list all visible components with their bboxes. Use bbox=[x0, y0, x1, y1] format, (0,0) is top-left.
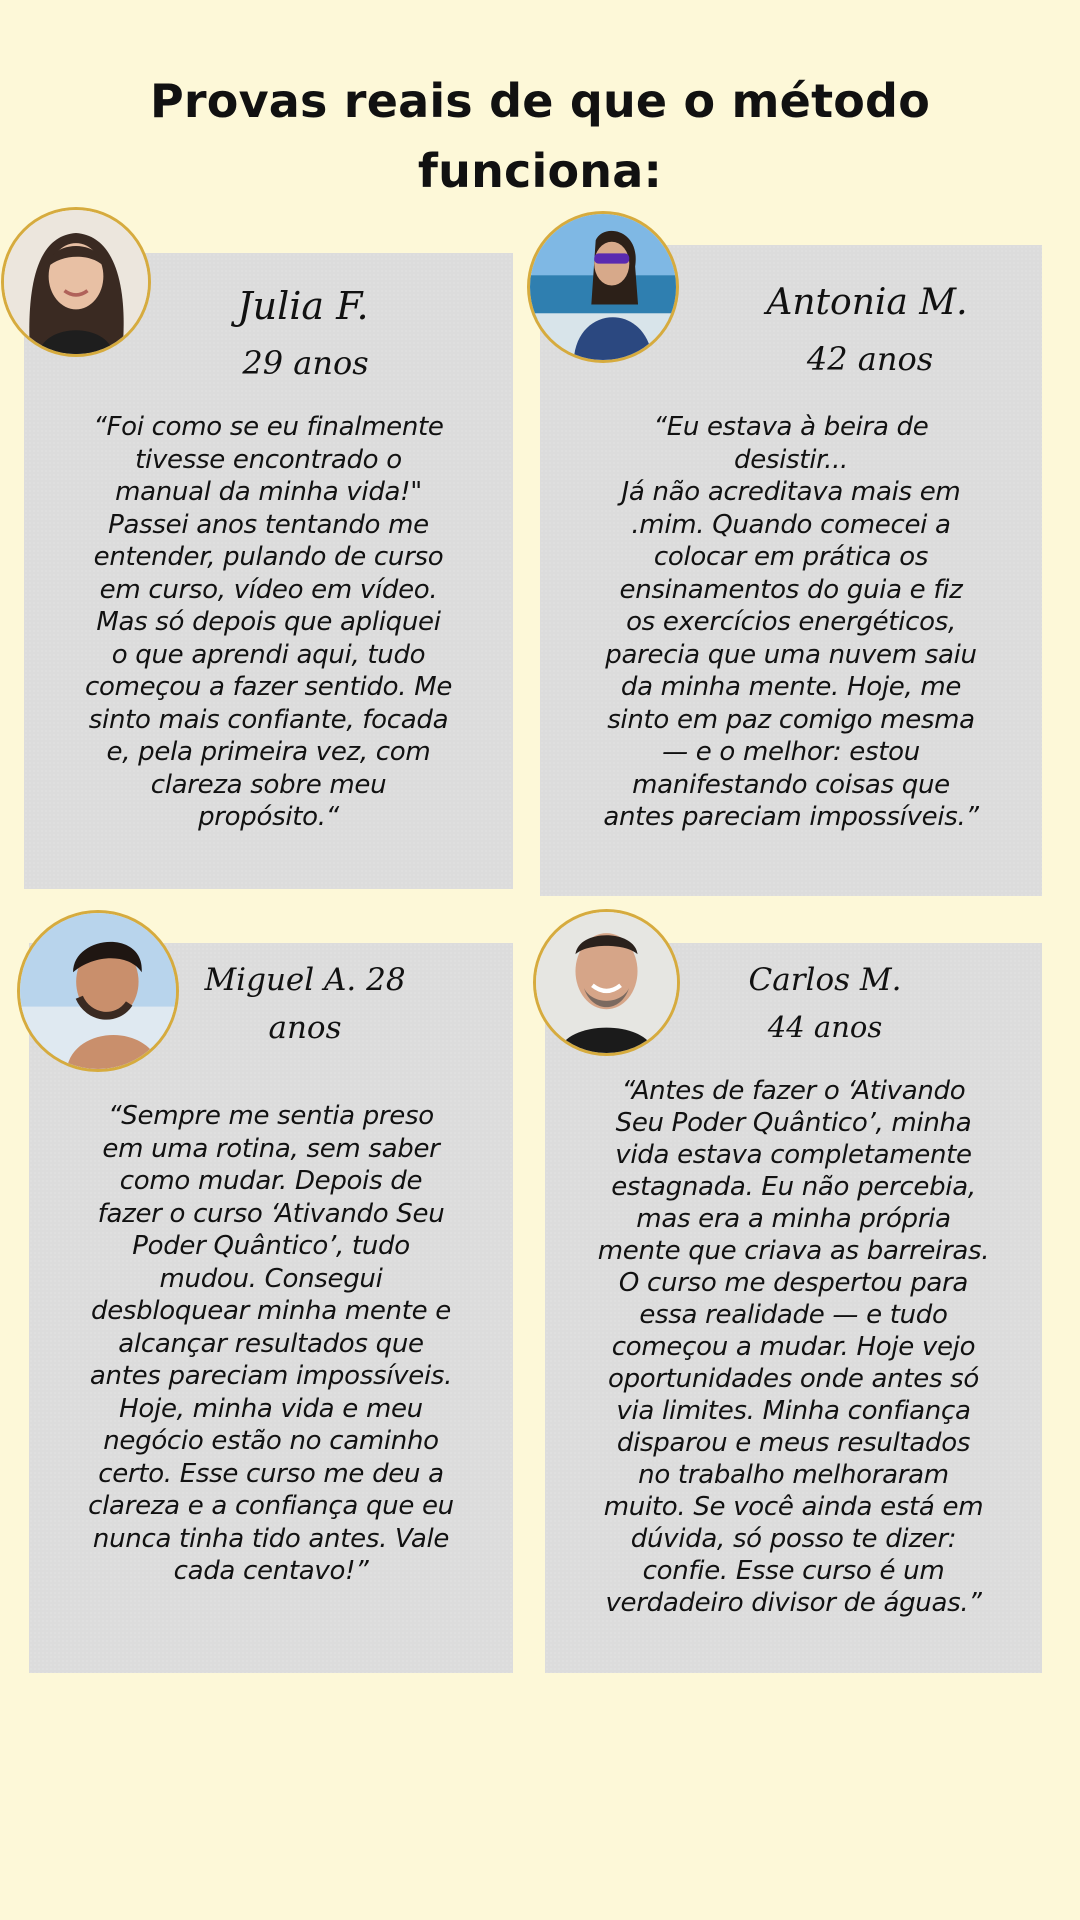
testimonial-name-antonia: Antonia M. bbox=[766, 282, 968, 323]
testimonial-name-miguel: Miguel A. 28 bbox=[204, 962, 406, 998]
testimonial-age-miguel: anos bbox=[268, 1010, 342, 1046]
testimonial-age-antonia: 42 anos bbox=[806, 340, 934, 378]
woman-beach-icon bbox=[530, 214, 676, 360]
page-title-line-2: funciona: bbox=[417, 144, 663, 198]
page-title-line-1: Provas reais de que o método bbox=[149, 74, 930, 128]
man-profile-icon bbox=[20, 913, 176, 1069]
man-smiling-icon bbox=[536, 912, 677, 1053]
avatar-carlos bbox=[533, 909, 680, 1056]
testimonial-name-julia: Julia F. bbox=[237, 284, 369, 328]
testimonial-quote-julia: “Foi como se eu finalmente tivesse encontrado o manual da minha vida!" Passei anos tentando me entender, pulando de curso em curso, vídeo em vídeo. Mas só depois que apliquei o que aprendi aqui, tudo começou a fazer sentido. Me sinto mais confiante, focada e, pela primeira vez, com clareza sobre meu propósito.“ bbox=[84, 412, 453, 832]
avatar-miguel bbox=[17, 910, 179, 1072]
testimonial-quote-miguel: “Sempre me sentia preso em uma rotina, sem saber como mudar. Depois de fazer o curso ‘Ativando Seu Poder Quântico’, tudo mudou. Consegui desbloquear minha mente e alcançar resultados que antes pareciam impossíveis. Hoje, minha vida e meu negócio estão no caminho certo. Esse curso me deu a clareza e a confiança que eu nunca tinha tido antes. Vale cada centavo!” bbox=[88, 1101, 454, 1586]
testimonial-age-carlos: 44 anos bbox=[767, 1010, 883, 1044]
page-title bbox=[60, 66, 1020, 206]
testimonial-quote-carlos: “Antes de fazer o ‘Ativando Seu Poder Quântico’, minha vida estava completamente estagnada. Eu não percebia, mas era a minha própria mente que criava as barreiras. O curso me despertou para essa realidade — e tudo começou a mudar. Hoje vejo oportunidades onde antes só via limites. Minha confiança disparou e meus resultados no trabalho melhoraram muito. Se você ainda está em dúvida, só posso te dizer: confie. Esse curso é um verdadeiro divisor de águas.” bbox=[597, 1076, 990, 1618]
testimonial-name-carlos: Carlos M. bbox=[748, 962, 902, 998]
avatar-julia bbox=[1, 207, 151, 357]
woman-portrait-icon bbox=[4, 210, 148, 354]
testimonial-quote-antonia: “Eu estava à beira de desistir... Já não acreditava mais em .mim. Quando comecei a colocar em prática os ensinamentos do guia e fiz os exercícios energéticos, parecia que uma nuvem saiu da minha mente. Hoje, me sinto em paz comigo mesma — e o melhor: estou manifestando coisas que antes pareciam impossíveis.” bbox=[603, 412, 979, 832]
testimonial-age-julia: 29 anos bbox=[242, 344, 369, 382]
avatar-antonia bbox=[527, 211, 679, 363]
